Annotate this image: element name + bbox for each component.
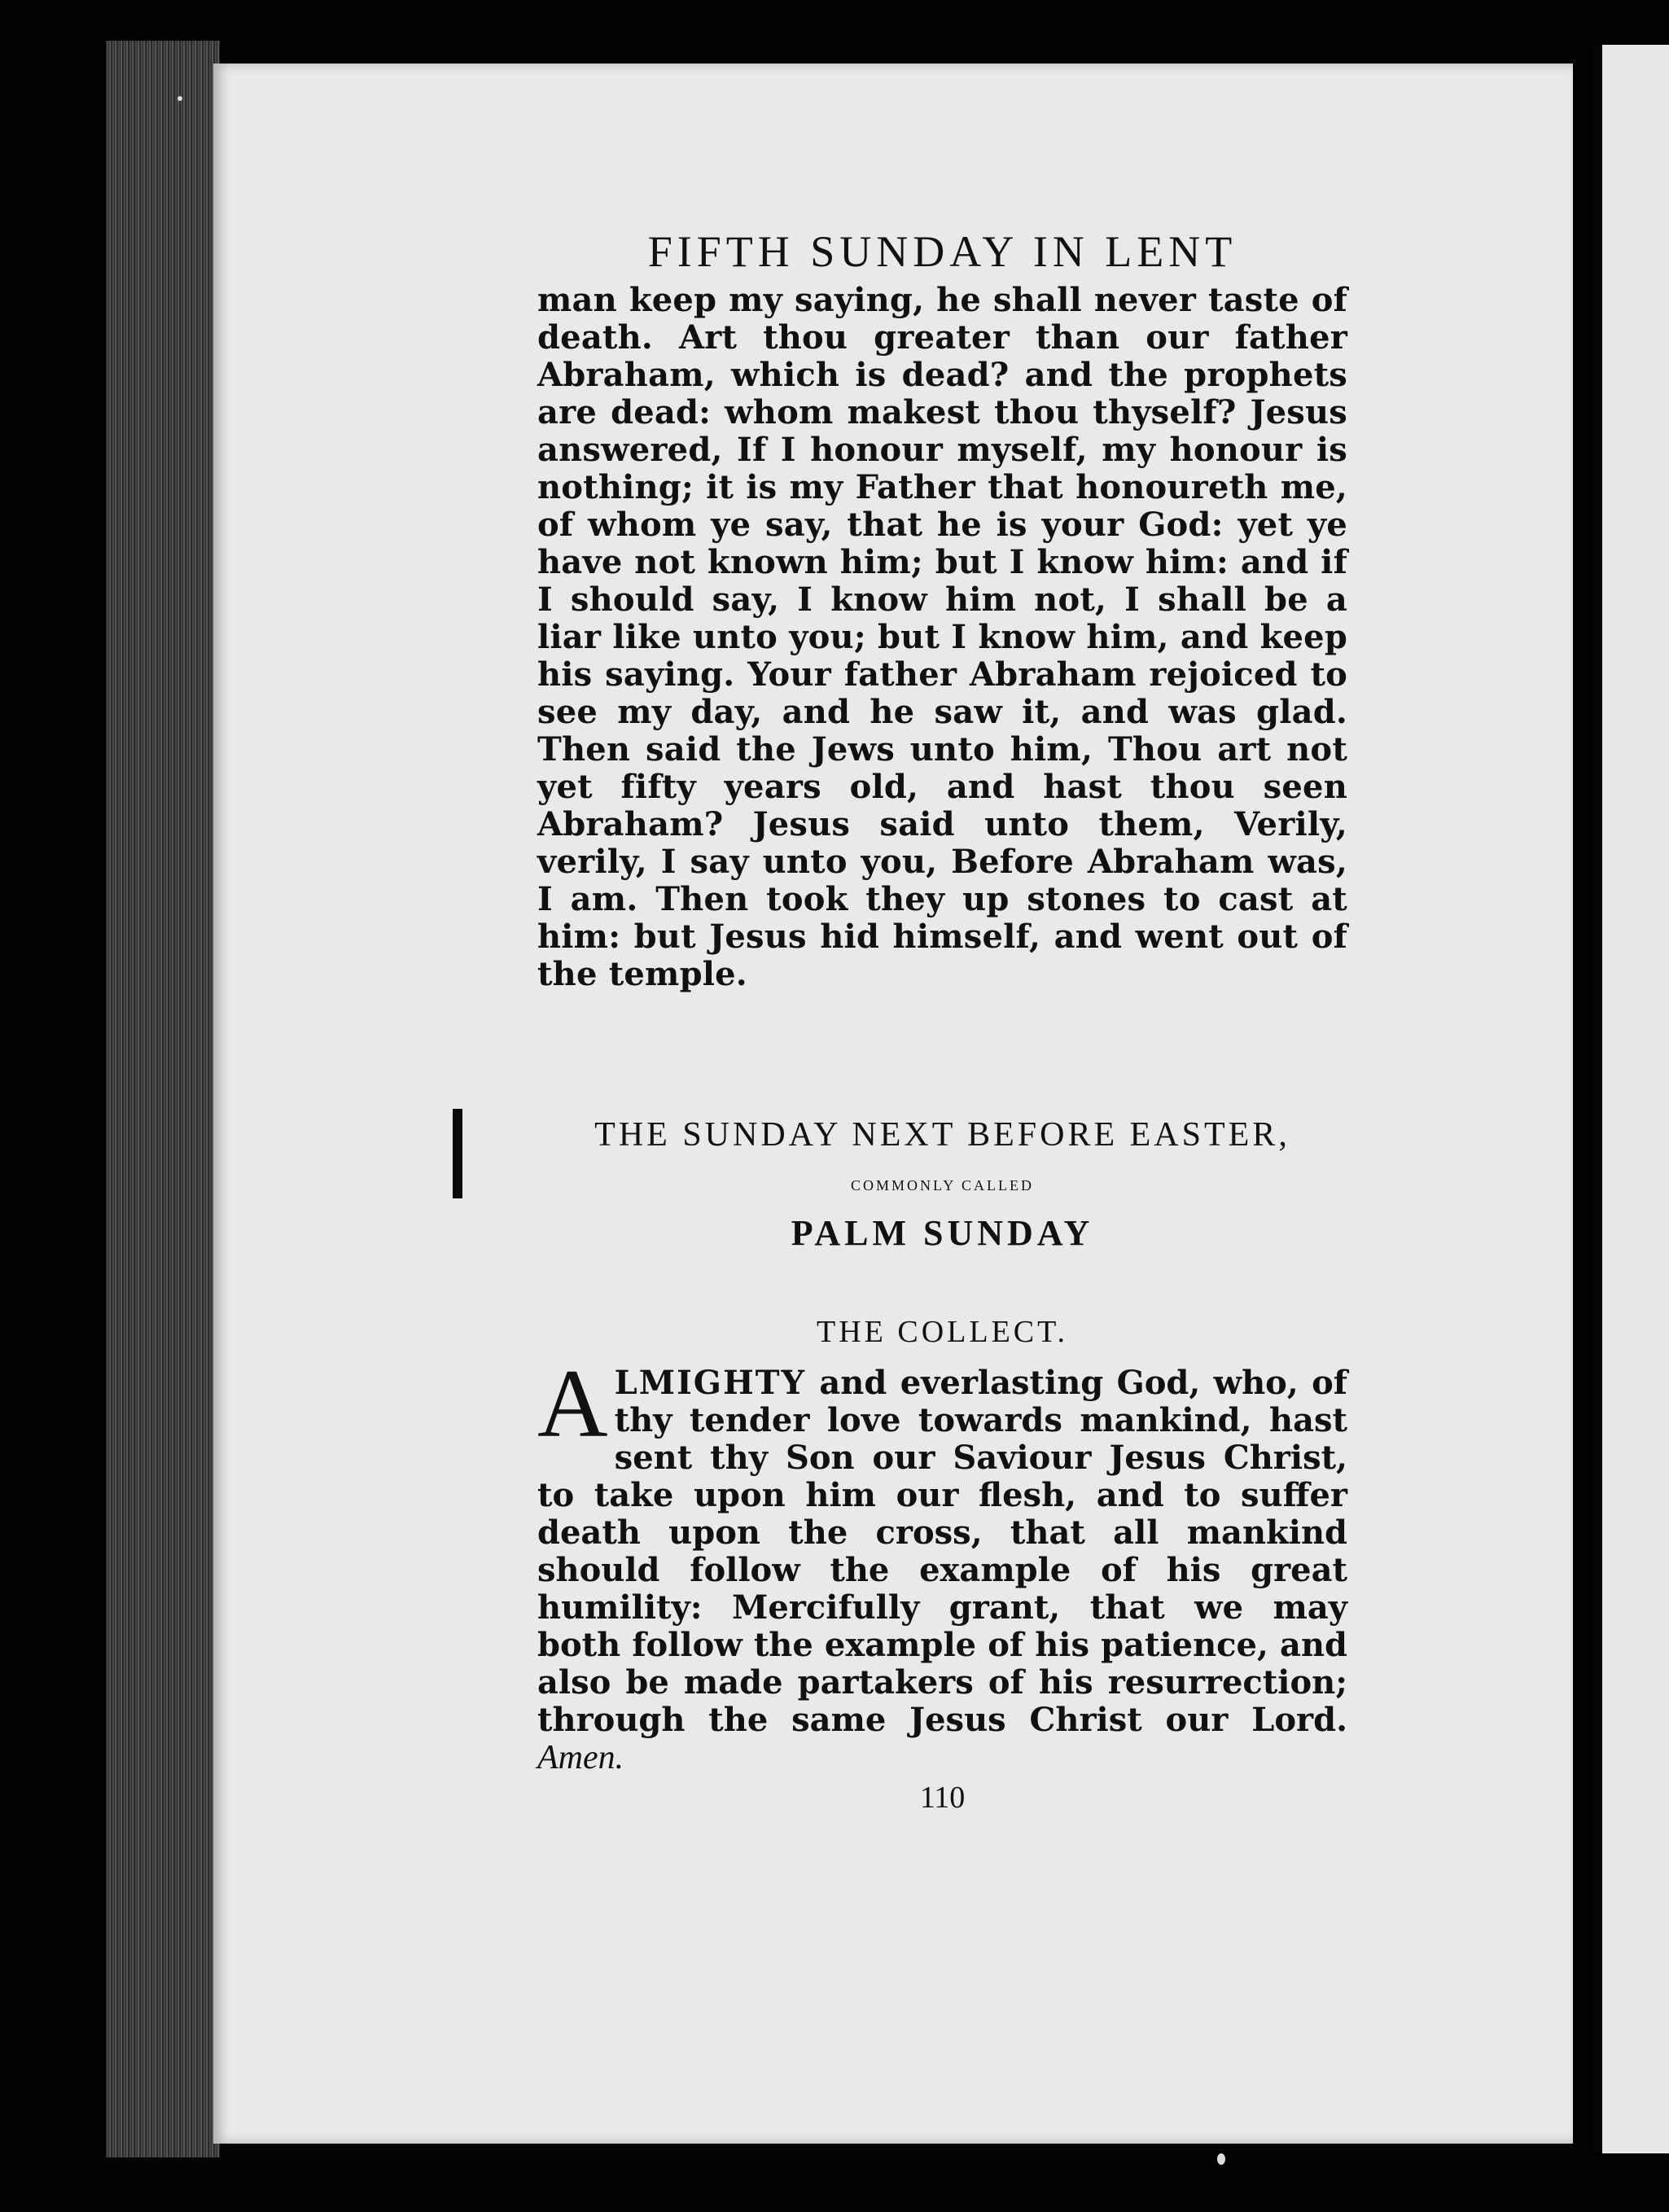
commonly-called-label: COMMONLY CALLED [850,1177,1035,1194]
page-edge-stack [106,41,220,2157]
feast-name: PALM SUNDAY [791,1213,1094,1253]
section-title: THE SUNDAY NEXT BEFORE EASTER, [594,1116,1290,1154]
margin-rule-mark [453,1109,462,1198]
collect-text [537,1349,1347,1776]
scan-speck [177,96,182,101]
drop-cap: A [537,1349,608,1457]
collect-heading: THE COLLECT. [816,1315,1069,1349]
collect-body: and everlasting God, who, of thy tender love towards mankind, hast sent thy Son our Saviour Jesus Christ, to take upon him our flesh, and to suffer death upon the cross, that all mankind should follow the example of his great humility: Mercifully grant, that we may both follow the example of his patience, and also be made partakers of his resurrection; through the same Jesus Christ our Lord. [537,1364,1347,1739]
gospel-text: man keep my saying, he shall never taste of death. Art thou greater than our father Abraham, which is dead? and the prophets are dead: whom makest thou thyself? Jesus answered, If I honour myself, my honour is nothing; it is my Father that honoureth me, of whom ye say, that he is your God: yet ye have not known him; but I know him: and if I should say, I know him not, I shall be a liar like unto you; but I know him, and keep his saying. Your father Abraham rejoiced to see my day, and he saw it, and was glad. Then said the Jews unto him, Thou art not yet fifty years old, and hast thou seen Abraham? Jesus said unto them, Verily, verily, I say unto you, Before Abraham was, I am. Then took they up stones to cast at him: but Jesus hid himself, and went out of the temple. [537,281,1347,993]
page-content [537,226,1347,1816]
running-head: FIFTH SUNDAY IN LENT [647,227,1238,276]
scan-speck [1217,2153,1225,2165]
facing-page-edge [1594,45,1669,2153]
collect-lead-caps: LMIGHTY [614,1364,807,1402]
amen: Amen. [537,1739,624,1776]
page-number: 110 [919,1781,966,1815]
